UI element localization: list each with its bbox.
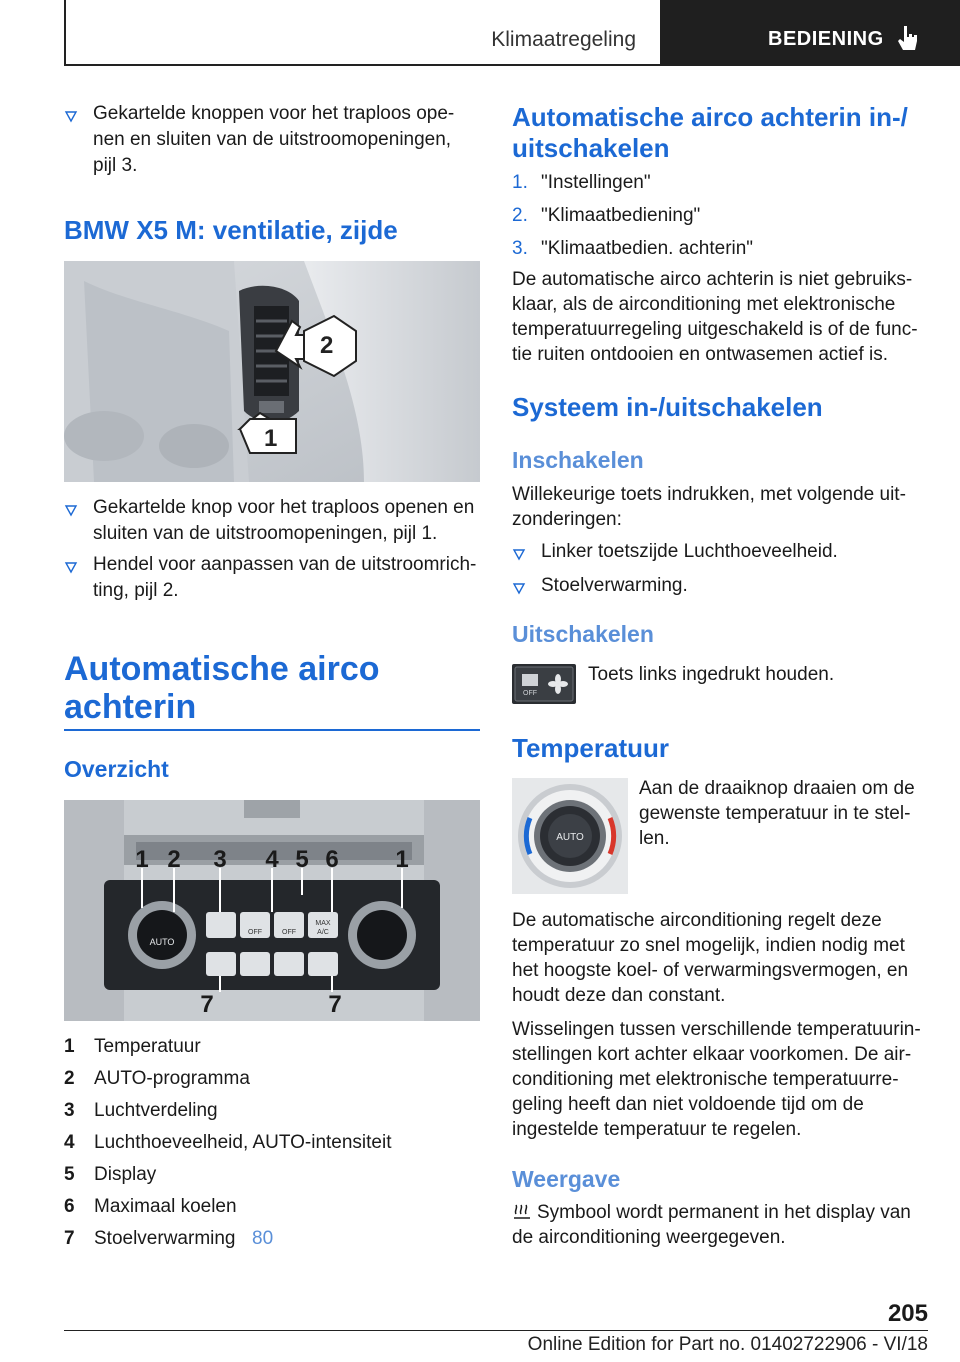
bullet-text: Gekartelde knoppen voor het traploos ope- nen en sluiten van de uitstroomopeningen, pijl 3. [93,103,455,176]
paragraph: Willekeurige toets indrukken, met volgende uit- zonderingen: [512,484,906,530]
svg-text:5: 5 [295,846,309,873]
svg-text:3: 3 [213,846,227,873]
svg-text:A/C: A/C [317,929,329,936]
paragraph: De automatische airconditioning regelt deze temperatuur zo snel mogelijk, indien nodig met het hoogste koel- of verwarmingsvermogen, en houdt deze dan constant. [512,910,909,1006]
off-fan-button-icon [512,664,576,704]
step-number: 3. [512,238,528,259]
bullet-text: Hendel voor aanpassen van de uitstroomrich- ting, pijl 2. [93,554,477,601]
svg-text:OFF: OFF [282,929,296,936]
svg-text:AUTO: AUTO [149,937,175,947]
section-heading-temperature: Temperatuur [512,733,669,763]
bullet-triangle-icon [64,504,78,518]
svg-text:OFF: OFF [523,690,537,697]
step-number: 2. [512,205,528,226]
header-chapter-label: BEDIENING [768,28,884,50]
page-reference-link[interactable]: 80 [252,1228,274,1249]
subheading-switch-on: Inschakelen [512,447,644,473]
paragraph: Toets links ingedrukt houden. [588,664,835,685]
footer-edition: Online Edition for Part no. 01402722906 - VI/18 [527,1334,928,1355]
seat-heating-symbol-icon [513,1203,531,1221]
temperature-knob-icon [512,778,628,894]
figure-legend: 1 Temperatuur 2 AUTO-programma 3 Luchtverdeling 4 Luchthoeveelheid, AUTO-intensiteit 5 Display 6 Maximaal koelen 7 Stoelverwarming [64,1036,392,1249]
heading-rule [64,729,480,731]
page-number: 205 [887,1300,928,1327]
chapter-heading: Automatische airco achterin [64,650,380,726]
svg-text:OFF: OFF [248,929,262,936]
header-section-title: Klimaatregeling [491,28,636,51]
step-text: "Instellingen" [541,172,651,193]
paragraph: Symbool wordt permanent in het display van [537,1202,911,1223]
header-rule [64,64,660,66]
bullet-text: Gekartelde knop voor het traploos openen en sluiten van de uitstroomopeningen, pijl 1. [93,497,475,544]
paragraph: de airconditioning weergegeven. [512,1227,786,1248]
bullet-text: Stoelverwarming. [541,575,688,596]
section-heading-side-vent: BMW X5 M: ventilatie, zijde [64,215,398,245]
bullet-triangle-icon [512,548,526,562]
subheading-display: Weergave [512,1166,621,1192]
subheading-overview: Overzicht [64,756,169,782]
bullet-triangle-icon [64,110,78,124]
svg-text:1: 1 [395,846,409,873]
svg-text:1: 1 [135,846,149,873]
svg-text:2: 2 [167,846,181,873]
hand-pointer-icon [896,24,920,54]
svg-text:AUTO: AUTO [556,832,584,843]
section-heading-on-off: Automatische airco achterin in-/ uitschakelen [512,102,908,163]
subheading-switch-off: Uitschakelen [512,621,654,647]
fig1-label-2: 2 [320,332,334,359]
bullet-text: Linker toetszijde Luchthoeveelheid. [541,541,838,562]
step-text: "Klimaatbedien. achterin" [541,238,754,259]
paragraph: Aan de draaiknop draaien om de gewenste temperatuur in te stel- len. [639,778,915,849]
step-number: 1. [512,172,528,193]
svg-text:7: 7 [200,991,214,1018]
svg-text:4: 4 [265,846,279,873]
svg-text:7: 7 [328,991,342,1018]
step-text: "Klimaatbediening" [541,205,701,226]
svg-text:6: 6 [325,846,339,873]
rear-climate-panel-photo [64,800,480,1021]
paragraph: Wisselingen tussen verschillende temperatuurin- stellingen kort achter elkaar voorkomen. De air- conditioning met elektronische temperatuurre- geling heeft dan niet voldoende tijd om de ingestelde temperatuur te regelen. [512,1019,921,1140]
bullet-triangle-icon [64,561,78,575]
bullet-triangle-icon [512,582,526,596]
svg-text:MAX: MAX [315,920,331,927]
side-vent-photo [64,261,480,482]
paragraph: De automatische airco achterin is niet gebruiks- klaar, als de airconditioning met elektronische temperatuurregeling uitgeschakeld is of de func- tie ruiten ontdooien en ontwasemen actief is. [512,269,918,365]
header-rule-left [64,0,66,66]
fig1-label-1: 1 [264,425,278,452]
section-heading-system: Systeem in-/uitschakelen [512,392,823,422]
footer-rule [64,1330,928,1331]
